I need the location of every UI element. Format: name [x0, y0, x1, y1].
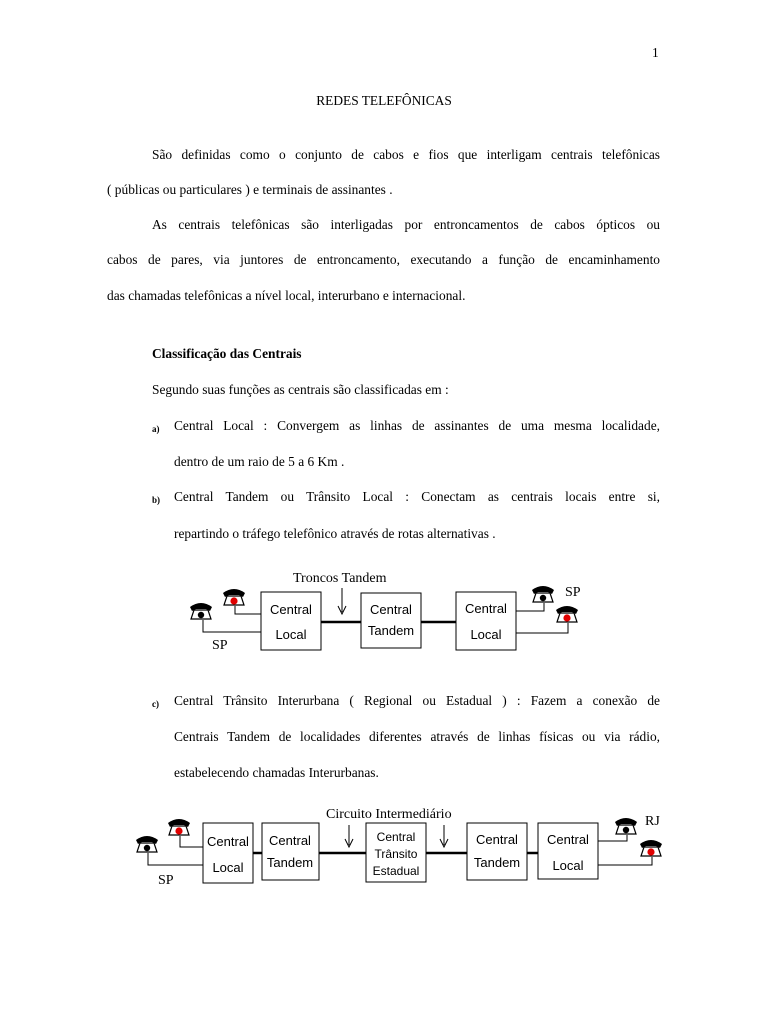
phone-icon	[136, 836, 158, 852]
region-label-left: SP	[212, 638, 228, 653]
list-item-b-line-1: Central Tandem ou Trânsito Local : Conectam as centrais locais entre si,	[174, 489, 660, 504]
trunk-label: Troncos Tandem	[293, 571, 387, 586]
paragraph-2-line-1: As centrais telefônicas são interligadas por entroncamentos de cabos ópticos ou	[152, 217, 660, 232]
svg-text:Central: Central	[376, 830, 416, 844]
svg-text:Estadual: Estadual	[372, 864, 420, 878]
phone-icon	[615, 818, 637, 834]
list-item-c-line-3: estabelecendo chamadas Interurbanas.	[174, 765, 379, 780]
diagram-transito-estadual	[0, 795, 768, 895]
list-item-c-line-1: Central Trânsito Interurbana ( Regional ou Estadual ) : Fazem a conexão de	[174, 693, 660, 708]
region-label-right: RJ	[645, 814, 660, 829]
phone-red-icon	[223, 589, 245, 605]
paragraph-2-line-3: das chamadas telefônicas a nível local, interurbano e internacional.	[107, 288, 466, 303]
list-marker-a: a)	[152, 424, 160, 434]
section-heading: Classificação das Centrais	[152, 346, 302, 361]
svg-text:Local: Local	[275, 627, 307, 642]
svg-text:Central: Central	[370, 602, 412, 617]
svg-text:Central: Central	[476, 832, 518, 847]
phone-icon	[190, 603, 212, 619]
diagram-tandem	[0, 560, 768, 660]
list-item-a-line-1: Central Local : Convergem as linhas de assinantes de uma mesma localidade,	[174, 418, 660, 433]
paragraph-1-line-2: ( públicas ou particulares ) e terminais de assinantes .	[107, 182, 393, 197]
svg-text:Central: Central	[547, 832, 589, 847]
page-title: REDES TELEFÔNICAS	[316, 93, 452, 108]
svg-text:Trânsito: Trânsito	[374, 847, 418, 861]
svg-text:Tandem: Tandem	[473, 855, 521, 870]
svg-text:Local: Local	[212, 860, 244, 875]
list-item-a-line-2: dentro de um raio de 5 a 6 Km .	[174, 454, 345, 469]
list-item-c-line-2: Centrais Tandem de localidades diferentes através de linhas físicas ou via rádio,	[174, 729, 660, 744]
region-label-right: SP	[565, 585, 581, 600]
svg-text:Local: Local	[552, 858, 584, 873]
region-label-left: SP	[158, 873, 174, 888]
phone-red-icon	[556, 606, 578, 622]
phone-red-icon	[640, 840, 662, 856]
svg-text:Central: Central	[207, 834, 249, 849]
svg-text:Central: Central	[465, 601, 507, 616]
svg-text:Tandem: Tandem	[367, 623, 415, 638]
circuit-label: Circuito Intermediário	[326, 807, 452, 822]
paragraph-1-line-1: São definidas como o conjunto de cabos e fios que interligam centrais telefônicas	[152, 147, 660, 162]
list-marker-c: c)	[152, 699, 159, 709]
list-marker-b: b)	[152, 495, 161, 505]
section-lead: Segundo suas funções as centrais são classificadas em :	[152, 382, 449, 397]
svg-text:Local: Local	[470, 627, 502, 642]
page-number: 1	[652, 45, 659, 60]
paragraph-2-line-2: cabos de pares, via juntores de entroncamento, executando a função de encaminhamento	[107, 252, 660, 267]
list-item-b-line-2: repartindo o tráfego telefônico através de rotas alternativas .	[174, 526, 496, 541]
svg-text:Central: Central	[270, 602, 312, 617]
svg-text:Central: Central	[269, 833, 311, 848]
phone-icon	[532, 586, 554, 602]
central-tandem-box-left	[262, 823, 319, 880]
svg-text:Tandem: Tandem	[266, 855, 314, 870]
phone-red-icon	[168, 819, 190, 835]
